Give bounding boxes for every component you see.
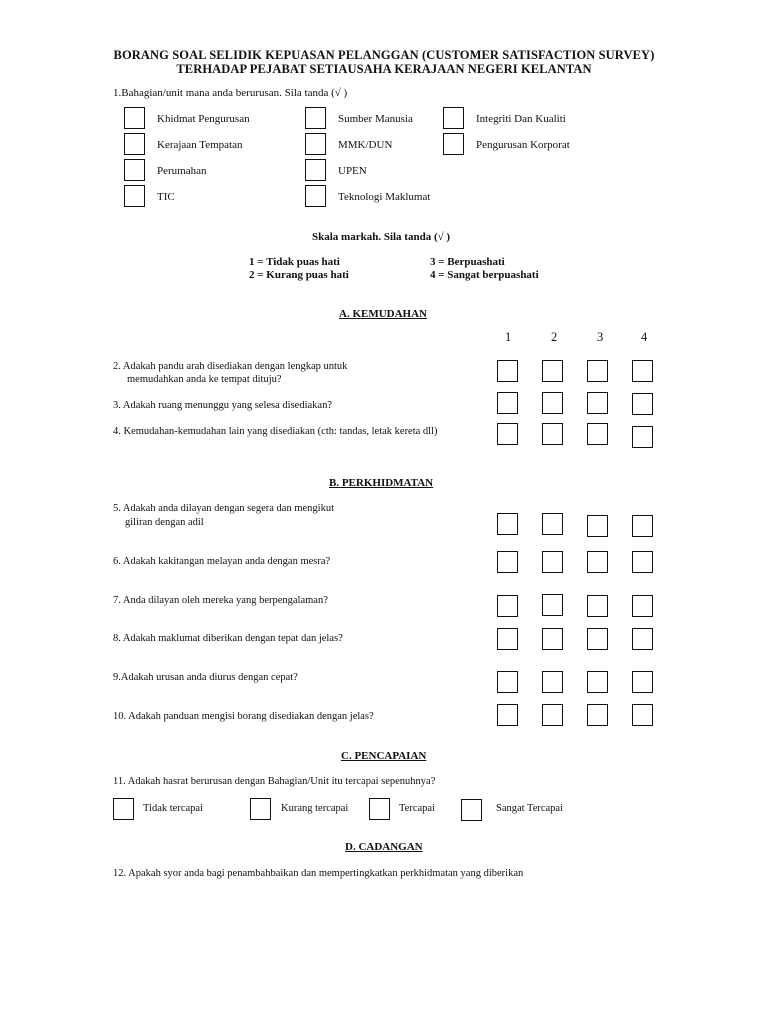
- q1-checkbox-sumber-manusia[interactable]: [305, 107, 326, 129]
- q1-option-label: Khidmat Pengurusan: [157, 113, 250, 125]
- q8-rating-2[interactable]: [542, 628, 563, 650]
- q1-checkbox-khidmat-pengurusan[interactable]: [124, 107, 145, 129]
- q1-question: 1.Bahagian/unit mana anda berurusan. Sila tanda (√ ): [113, 87, 348, 99]
- q8-rating-3[interactable]: [587, 628, 608, 650]
- rating-header: 4: [641, 330, 648, 344]
- q11-option-label: Tercapai: [399, 803, 435, 814]
- q8-text: 8. Adakah maklumat diberikan dengan tepat dan jelas?: [113, 633, 343, 644]
- q1-checkbox-perumahan[interactable]: [124, 159, 145, 181]
- q1-checkbox-kerajaan-tempatan[interactable]: [124, 133, 145, 155]
- q11-option-label: Kurang tercapai: [281, 803, 349, 814]
- scale-item: 2 = Kurang puas hati: [249, 269, 349, 281]
- q12-text: 12. Apakah syor anda bagi penambahbaikan dan mempertingkatkan perkhidmatan yang diberikan: [113, 868, 524, 879]
- q4-rating-4[interactable]: [632, 426, 653, 448]
- q4-rating-2[interactable]: [542, 423, 563, 445]
- q1-option-label: Teknologi Maklumat: [338, 191, 431, 203]
- section-a-heading: A. KEMUDAHAN: [339, 308, 427, 320]
- q11-checkbox-kurang-tercapai[interactable]: [250, 798, 271, 820]
- q7-text: 7. Anda dilayan oleh mereka yang berpengalaman?: [113, 595, 328, 606]
- q6-text: 6. Adakah kakitangan melayan anda dengan mesra?: [113, 556, 331, 567]
- rating-header: 1: [505, 330, 512, 344]
- q10-text: 10. Adakah panduan mengisi borang disediakan dengan jelas?: [113, 711, 374, 722]
- rating-header: 2: [551, 330, 558, 344]
- q5-rating-4[interactable]: [632, 515, 653, 537]
- scale-item: 4 = Sangat berpuashati: [430, 269, 539, 281]
- q11-option-label: Tidak tercapai: [143, 803, 203, 814]
- q4-text: 4. Kemudahan-kemudahan lain yang disediakan (cth: tandas, letak kereta dll): [113, 426, 438, 437]
- q6-rating-4[interactable]: [632, 551, 653, 573]
- form-title-line2: TERHADAP PEJABAT SETIAUSAHA KERAJAAN NEGERI KELANTAN: [176, 62, 592, 76]
- q9-rating-4[interactable]: [632, 671, 653, 693]
- q1-checkbox-teknologi-maklumat[interactable]: [305, 185, 326, 207]
- q11-text: 11. Adakah hasrat berurusan dengan Bahagian/Unit itu tercapai sepenuhnya?: [113, 776, 436, 787]
- q1-option-label: UPEN: [338, 165, 367, 177]
- q9-rating-3[interactable]: [587, 671, 608, 693]
- q1-option-label: TIC: [157, 191, 175, 203]
- q1-option-label: Kerajaan Tempatan: [157, 139, 243, 151]
- q3-rating-1[interactable]: [497, 392, 518, 414]
- q2-rating-1[interactable]: [497, 360, 518, 382]
- q4-rating-3[interactable]: [587, 423, 608, 445]
- q4-rating-1[interactable]: [497, 423, 518, 445]
- q7-rating-2[interactable]: [542, 594, 563, 616]
- scale-item: 1 = Tidak puas hati: [249, 256, 340, 268]
- q5-rating-3[interactable]: [587, 515, 608, 537]
- section-c-heading: C. PENCAPAIAN: [341, 750, 427, 762]
- q3-rating-3[interactable]: [587, 392, 608, 414]
- q3-text: 3. Adakah ruang menunggu yang selesa disediakan?: [113, 400, 332, 411]
- q1-option-label: MMK/DUN: [338, 139, 393, 151]
- q3-rating-4[interactable]: [632, 393, 653, 415]
- q9-text: 9.Adakah urusan anda diurus dengan cepat?: [113, 672, 298, 683]
- q7-rating-3[interactable]: [587, 595, 608, 617]
- q1-option-label: Perumahan: [157, 165, 207, 177]
- q6-rating-3[interactable]: [587, 551, 608, 573]
- section-d-heading: D. CADANGAN: [345, 841, 423, 853]
- section-b-heading: B. PERKHIDMATAN: [329, 477, 434, 489]
- q1-option-label: Pengurusan Korporat: [476, 139, 570, 151]
- scale-item: 3 = Berpuashati: [430, 256, 505, 268]
- q9-rating-1[interactable]: [497, 671, 518, 693]
- q2-rating-3[interactable]: [587, 360, 608, 382]
- q10-rating-4[interactable]: [632, 704, 653, 726]
- q11-checkbox-tidak-tercapai[interactable]: [113, 798, 134, 820]
- q10-rating-3[interactable]: [587, 704, 608, 726]
- scale-heading: Skala markah. Sila tanda (√ ): [312, 231, 451, 243]
- q5-rating-2[interactable]: [542, 513, 563, 535]
- q8-rating-4[interactable]: [632, 628, 653, 650]
- q9-rating-2[interactable]: [542, 671, 563, 693]
- q2-text: 2. Adakah pandu arah disediakan dengan lengkap untuk: [113, 361, 348, 372]
- q10-rating-1[interactable]: [497, 704, 518, 726]
- q1-option-label: Sumber Manusia: [338, 113, 413, 125]
- q1-checkbox-integriti-dan-kualiti[interactable]: [443, 107, 464, 129]
- q5-text: giliran dengan adil: [125, 517, 204, 528]
- q6-rating-1[interactable]: [497, 551, 518, 573]
- q2-text: memudahkan anda ke tempat dituju?: [127, 374, 282, 385]
- q5-text: 5. Adakah anda dilayan dengan segera dan mengikut: [113, 503, 335, 514]
- q1-checkbox-pengurusan-korporat[interactable]: [443, 133, 464, 155]
- q1-option-label: Integriti Dan Kualiti: [476, 113, 566, 125]
- q7-rating-1[interactable]: [497, 595, 518, 617]
- q11-checkbox-tercapai[interactable]: [369, 798, 390, 820]
- q8-rating-1[interactable]: [497, 628, 518, 650]
- q10-rating-2[interactable]: [542, 704, 563, 726]
- q1-checkbox-upen[interactable]: [305, 159, 326, 181]
- form-title-line1: BORANG SOAL SELIDIK KEPUASAN PELANGGAN (CUSTOMER SATISFACTION SURVEY): [113, 48, 655, 62]
- q1-checkbox-tic[interactable]: [124, 185, 145, 207]
- q7-rating-4[interactable]: [632, 595, 653, 617]
- q11-checkbox-sangat-tercapai[interactable]: [461, 799, 482, 821]
- q6-rating-2[interactable]: [542, 551, 563, 573]
- q11-option-label: Sangat Tercapai: [496, 803, 563, 814]
- rating-header: 3: [597, 330, 604, 344]
- q3-rating-2[interactable]: [542, 392, 563, 414]
- q2-rating-4[interactable]: [632, 360, 653, 382]
- q1-checkbox-mmk-dun[interactable]: [305, 133, 326, 155]
- q2-rating-2[interactable]: [542, 360, 563, 382]
- q5-rating-1[interactable]: [497, 513, 518, 535]
